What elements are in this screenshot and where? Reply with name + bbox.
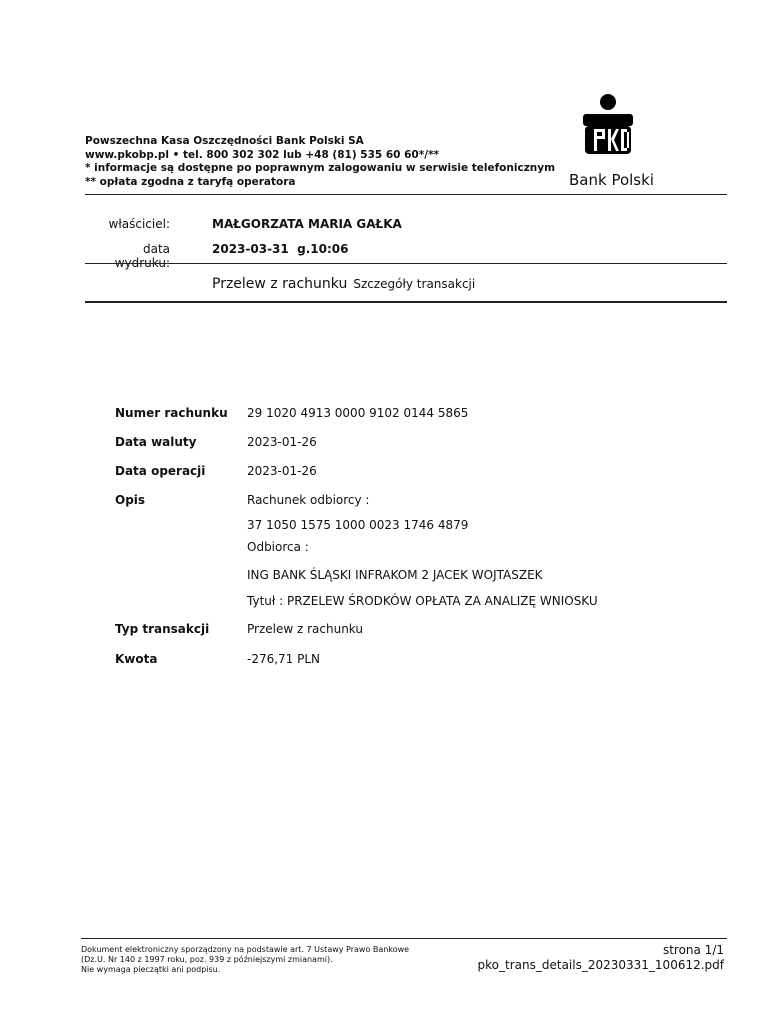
account-number-value: 29 1020 4913 0000 9102 0144 5865 (247, 406, 469, 420)
value-date-value: 2023-01-26 (247, 435, 317, 449)
fee-note: ** opłata zgodna z taryfą operatora (85, 175, 296, 188)
amount-label: Kwota (115, 652, 158, 666)
amount-value: -276,71 PLN (247, 652, 321, 666)
transaction-type-title: Przelew z rachunku (212, 276, 348, 292)
bank-contact: www.pkobp.pl • tel. 800 302 302 lub +48 (81) 535 60 60*/** (85, 148, 440, 161)
description-label: Opis (115, 493, 146, 507)
page-number: strona 1/1 (662, 943, 724, 957)
pko-logo-icon (580, 92, 636, 162)
file-name: pko_trans_details_20230331_100612.pdf (477, 958, 724, 972)
section-subtitle: Szczegóły transakcji (353, 277, 476, 291)
value-date-label: Data waluty (115, 435, 197, 449)
bank-header (85, 135, 555, 189)
print-date-value: 2023-03-31 g.10:06 (212, 242, 349, 256)
meta-divider (85, 263, 727, 264)
description-line: Odbiorca : (247, 540, 309, 554)
description-line: Rachunek odbiorcy : (247, 493, 370, 507)
transaction-type-label: Typ transakcji (115, 622, 210, 636)
description-line: ING BANK ŚLĄSKI INFRAKOM 2 JACEK WOJTASZEK (247, 568, 543, 582)
owner-label: właściciel: (108, 217, 170, 231)
operation-date-value: 2023-01-26 (247, 464, 317, 478)
logo-text: Bank Polski (569, 171, 654, 189)
footer-divider (81, 938, 727, 939)
description-line: 37 1050 1575 1000 0023 1746 4879 (247, 518, 469, 532)
operation-date-label: Data operacji (115, 464, 206, 478)
legal-line: Nie wymaga pieczątki ani podpisu. (81, 965, 221, 974)
section-title (212, 276, 475, 292)
legal-line: (Dz.U. Nr 140 z 1997 roku, poz. 939 z późniejszymi zmianami). (81, 955, 333, 964)
legal-line: Dokument elektroniczny sporządzony na podstawie art. 7 Ustawy Prawo Bankowe (81, 945, 410, 954)
description-line: Tytuł : PRZELEW ŚRODKÓW OPŁATA ZA ANALIZĘ WNIOSKU (247, 594, 598, 608)
header-divider (85, 194, 727, 195)
section-divider (85, 301, 727, 303)
bank-name: Powszechna Kasa Oszczędności Bank Polski SA (85, 135, 364, 147)
legal-notice (81, 945, 411, 975)
info-note: * informacje są dostępne po poprawnym zalogowaniu w serwisie telefonicznym (85, 162, 556, 174)
account-number-label: Numer rachunku (115, 406, 228, 420)
owner-value: MAŁGORZATA MARIA GAŁKA (212, 217, 402, 231)
transaction-type-value: Przelew z rachunku (247, 622, 363, 636)
print-date-label: data wydruku: (114, 242, 170, 270)
